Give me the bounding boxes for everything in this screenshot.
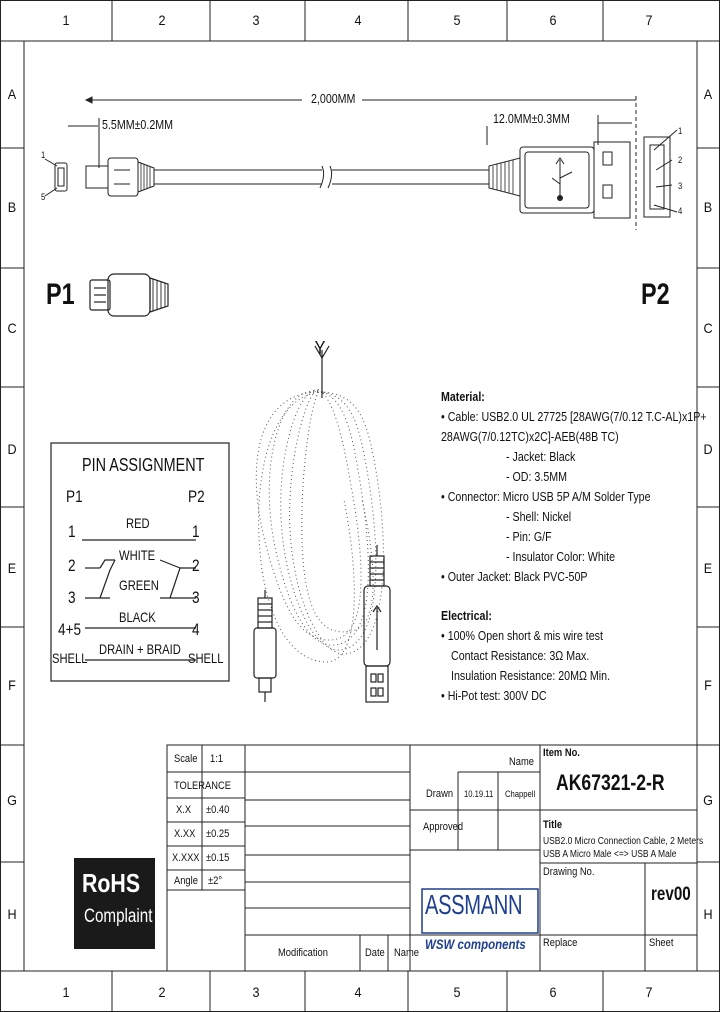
rohs-title: RoHS [82, 868, 141, 898]
p1-length-dimension: 5.5MM±0.2MM [102, 117, 174, 132]
tol-value: ±2° [208, 875, 223, 887]
tol-value: ±0.25 [206, 828, 230, 840]
spec-line: • Hi-Pot test: 300V DC [441, 688, 547, 703]
spec-line: Contact Resistance: 3Ω Max. [451, 648, 590, 663]
title-label: Title [543, 819, 563, 831]
tolerance-label: TOLERANCE [174, 780, 231, 792]
pin-label: 1 [678, 126, 683, 136]
tol-key: X.XX [174, 828, 196, 840]
replace-label: Replace [543, 937, 578, 949]
p2-length-dimension: 12.0MM±0.3MM [493, 111, 570, 126]
row-label: B [703, 199, 713, 215]
row-label: D [7, 441, 17, 457]
spec-line: - OD: 3.5MM [506, 469, 568, 484]
drawn-name: Chappell [505, 789, 536, 799]
col-label: 6 [549, 12, 557, 28]
drawing-number-label: Drawing No. [543, 866, 595, 878]
name-label-2: Name [394, 947, 419, 959]
revision: rev00 [651, 884, 691, 905]
col-label: 1 [62, 984, 70, 1000]
spec-line: 28AWG(7/0.12TC)x2C]-AEB(48B TC) [441, 429, 619, 444]
row-label: C [7, 320, 17, 336]
pin-label: 2 [678, 155, 683, 165]
spec-line: - Insulator Color: White [506, 549, 616, 564]
row-label: E [7, 560, 17, 576]
pin-label: 3 [678, 181, 683, 191]
col-label: 3 [252, 12, 260, 28]
item-number: AK67321-2-R [556, 770, 665, 795]
overall-length-dimension: 2,000MM [311, 91, 356, 106]
title-line-1: USB2.0 Micro Connection Cable, 2 Meters [543, 836, 704, 847]
wire-color: BLACK [119, 609, 156, 625]
spec-line: • Connector: Micro USB 5P A/M Solder Type [441, 489, 651, 504]
p2-label: P2 [641, 278, 670, 311]
row-label: H [703, 906, 713, 922]
col-label: 2 [158, 12, 166, 28]
col-label: 3 [252, 984, 260, 1000]
material-heading: Material: [441, 389, 485, 404]
pin-left: 2 [68, 556, 76, 575]
col-label: 5 [453, 984, 461, 1000]
pin-right: 4 [192, 620, 200, 639]
electrical-heading: Electrical: [441, 608, 492, 623]
date-label: Date [365, 947, 385, 959]
row-label: H [7, 906, 17, 922]
pin-left: SHELL [52, 650, 88, 666]
name-label: Name [509, 756, 534, 768]
assmann-logo: ASSMANN [425, 889, 523, 920]
pin-left: 4+5 [58, 620, 82, 639]
pin-right: 3 [192, 588, 200, 607]
wire-color: DRAIN + BRAID [99, 641, 181, 657]
tol-value: ±0.40 [206, 804, 230, 816]
item-label: Item No. [543, 747, 580, 759]
tol-value: ±0.15 [206, 852, 230, 864]
spec-line: • Outer Jacket: Black PVC-50P [441, 569, 588, 584]
sheet-label: Sheet [649, 937, 674, 949]
rohs-subtitle: Complaint [84, 906, 153, 927]
scale-label: Scale [174, 753, 198, 765]
col-label: 1 [62, 12, 70, 28]
pin-label: 5 [41, 192, 46, 202]
spec-line: • Cable: USB2.0 UL 27725 [28AWG(7/0.12 T.C-AL)x1P+ [441, 409, 707, 424]
row-label: E [703, 560, 713, 576]
wsw-logo-text: WSW components [425, 936, 526, 952]
scale-value: 1:1 [210, 753, 224, 765]
tol-key: X.X [176, 804, 192, 816]
col-label: 4 [354, 984, 362, 1000]
col-label: 2 [158, 984, 166, 1000]
spec-line: - Jacket: Black [506, 449, 576, 464]
tol-key: X.XXX [172, 852, 200, 864]
wire-color: RED [126, 515, 150, 531]
tol-key: Angle [174, 875, 198, 887]
row-label: C [703, 320, 713, 336]
pin-label: 1 [41, 150, 46, 160]
pin-right: SHELL [188, 650, 224, 666]
drawn-label: Drawn [426, 788, 454, 800]
spec-line: - Shell: Nickel [506, 509, 572, 524]
col-label: 7 [645, 12, 653, 28]
col-label: 5 [453, 12, 461, 28]
pin-left: 3 [68, 588, 76, 607]
row-label: F [704, 677, 712, 693]
title-line-2: USB A Micro Male <=> USB A Male [543, 849, 677, 860]
drawn-date: 10.19.11 [464, 789, 494, 799]
approved-label: Approved [423, 821, 464, 833]
row-label: G [7, 792, 17, 808]
pin-right: 1 [192, 522, 200, 541]
col-label: 4 [354, 12, 362, 28]
pin-assignment-title: PIN ASSIGNMENT [82, 455, 205, 475]
col-label: 6 [549, 984, 557, 1000]
row-label: F [8, 677, 16, 693]
p1-label: P1 [46, 278, 75, 311]
wire-color: GREEN [119, 577, 159, 593]
coil-label: Y [314, 338, 326, 358]
row-label: B [7, 199, 17, 215]
row-label: A [7, 86, 17, 102]
pin-right: 2 [192, 556, 200, 575]
pin-header-p2: P2 [188, 487, 205, 506]
pin-left: 1 [68, 522, 76, 541]
row-label: D [703, 441, 713, 457]
col-label: 7 [645, 984, 653, 1000]
row-label: G [703, 792, 713, 808]
spec-line: - Pin: G/F [506, 529, 552, 544]
row-label: A [703, 86, 713, 102]
spec-line: Insulation Resistance: 20MΩ Min. [451, 668, 611, 683]
spec-line: • 100% Open short & mis wire test [441, 628, 603, 643]
wire-color: WHITE [119, 547, 156, 563]
pin-label: 4 [678, 206, 683, 216]
pin-header-p1: P1 [66, 487, 83, 506]
modification-label: Modification [278, 947, 328, 959]
